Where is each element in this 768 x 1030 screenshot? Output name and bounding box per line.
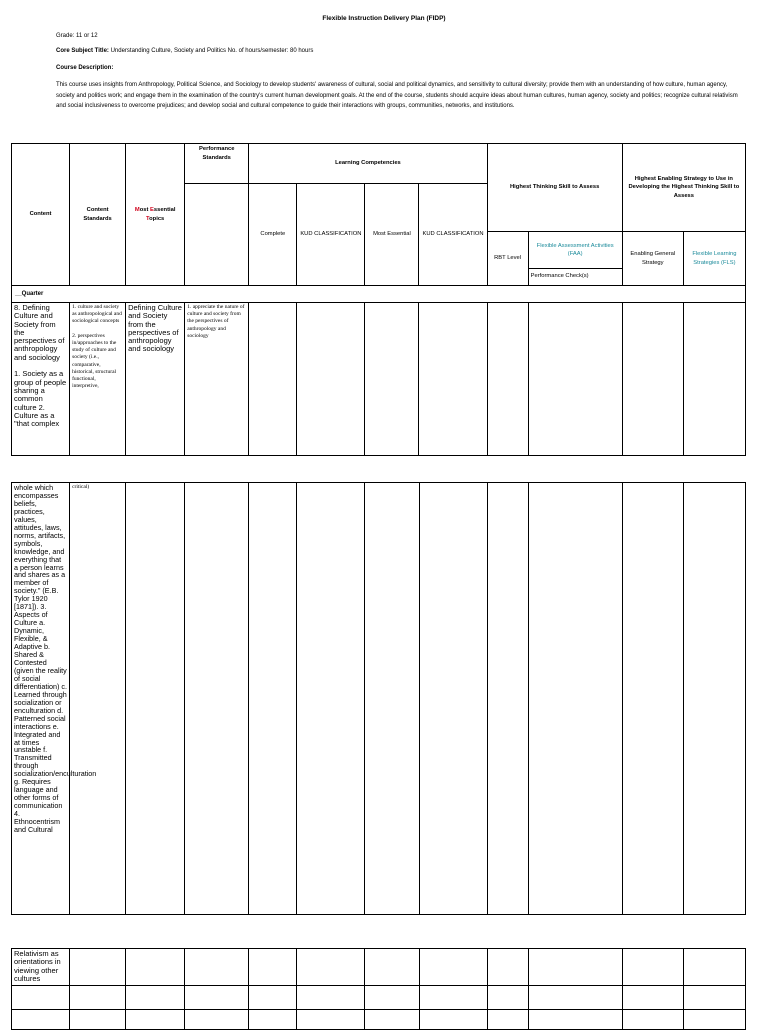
header-faa-cell: [528, 232, 622, 286]
topics-cell: Defining Culture and Society from the perspectives of anthropology and sociology: [126, 303, 185, 456]
quarter-label: __Quarter: [12, 286, 746, 303]
header-fls: Flexible Learning Strategies (FLS): [683, 232, 745, 286]
header-most-essential-topics: Most Essential Topics: [126, 144, 185, 286]
content-cell: 8. Defining Culture and Society from the perspectives of anthropology and sociology 1. Society as a group of people sharing a common culture 2. Culture as a "that complex: [12, 303, 70, 456]
subject-label: Core Subject Title:: [56, 48, 109, 54]
header-performance-standards: Performance Standards: [185, 144, 249, 184]
header-faa: Flexible Assessment Activities (FAA): [529, 232, 622, 269]
fidp-table-page1: [11, 143, 746, 456]
header-performance-checks: Performance Check(s): [530, 273, 589, 279]
header-highest-enabling-strategy: Highest Enabling Strategy to Use in Developing the Highest Thinking Skill to Assess: [622, 144, 745, 232]
header-enabling-general: Enabling General Strategy: [622, 232, 683, 286]
fidp-table-page3: [11, 948, 746, 1030]
document-title: Flexible Instruction Delivery Plan (FIDP): [322, 15, 446, 22]
content-standards-cell: 1. culture and society as anthropological and sociological concepts 2. perspectives in/approaches to the study of culture and society (i.e., comparative, historical, structural functional, interpretive,: [70, 303, 126, 456]
description-label: Course Description:: [56, 65, 114, 71]
header-most-essential: Most Essential: [365, 184, 419, 286]
fidp-table-page2: [11, 482, 746, 915]
grade-line: Grade: 11 or 12: [56, 33, 98, 39]
header-highest-thinking-skill: Highest Thinking Skill to Assess: [487, 144, 622, 232]
header-kud-2: KUD CLASSIFICATION: [419, 184, 487, 286]
subject-line: [56, 48, 313, 54]
header-content: Content: [12, 144, 70, 286]
header-learning-competencies: Learning Competencies: [249, 144, 487, 184]
header-content-standards: Content Standards: [70, 144, 126, 286]
header-performance-blank: [185, 184, 249, 286]
course-description: This course uses insights from Anthropology, Political Science, and Sociology to develop students' awareness of cultural, social and political dynamics, and sensitivity to cultural diversity; provide them with an understanding of how culture, human agency, society and politics work; and engage them in the examination of the country's current human development goals. At the end of the course, students should acquire ideas about human cultures, human agency, society and politics; recognize cultural relativism and social inclusiveness to overcome prejudices; and develop social and cultural competence to guide their interactions with groups, communities, networks, and institutions.: [56, 82, 738, 109]
empty-row-cell: [12, 986, 70, 1010]
header-rbt-level: RBT Level: [487, 232, 528, 286]
performance-cell: 1. appreciate the nature of culture and society from the perspectives of anthropology and sociology: [185, 303, 249, 456]
content-cell-relativism: Relativism as orientations in viewing other cultures: [12, 949, 70, 986]
header-complete: Complete: [249, 184, 297, 286]
subject-value: Understanding Culture, Society and Politics No. of hours/semester: 80 hours: [108, 48, 314, 54]
empty-row-cell: [12, 1010, 70, 1030]
header-kud-1: KUD CLASSIFICATION: [297, 184, 365, 286]
content-cell-continued: whole which encompasses beliefs, practices, values, attitudes, laws, norms, artifacts, symbols, knowledge, and everything that a person learns and shares as a member of society." (E.B. Tylor 1920 [1871]). 3. Aspects of Culture a. Dynamic, Flexible, & Adaptive b. Shared & Contested (given the reality of social differentiation) c. Learned through socialization or enculturation d. Patterned social interactions e. Integrated and at times unstable f. Transmitted through socialization/enculturation g. Requires language and other forms of communication 4. Ethnocentrism and Cultural: [12, 483, 70, 915]
content-standards-cell-continued: critical): [70, 483, 126, 915]
